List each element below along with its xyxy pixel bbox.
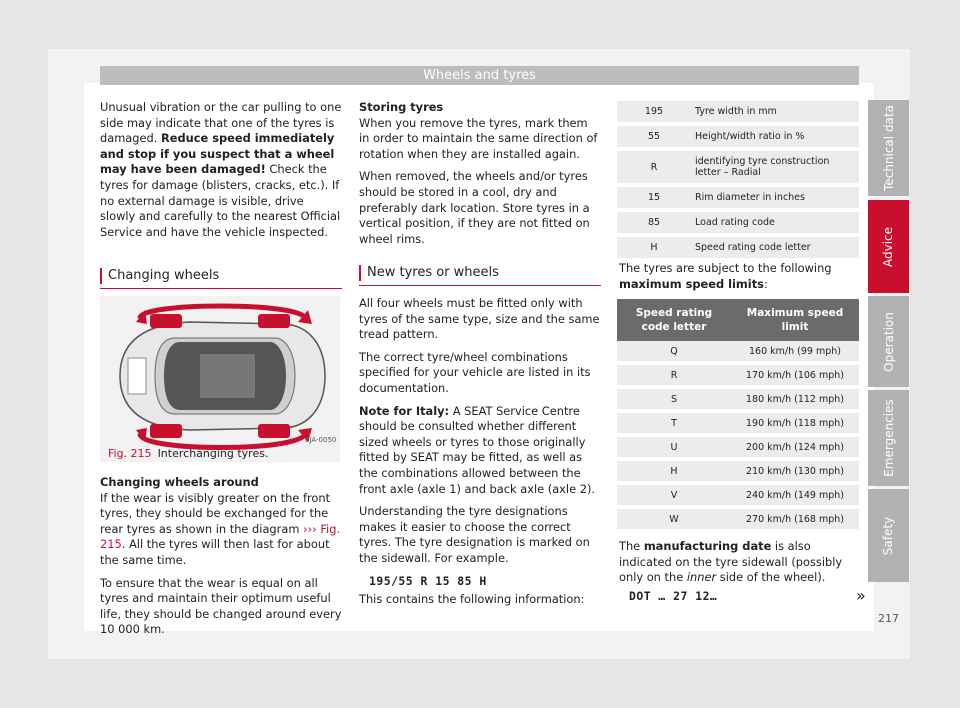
figure-interchanging-tyres	[100, 296, 340, 462]
dot-code: DOT … 27 12…	[629, 589, 718, 603]
speed-row	[617, 363, 859, 387]
figure-reference-link[interactable]: ››› Fig. 215	[100, 521, 341, 552]
side-tab-label: Safety	[881, 516, 896, 555]
speed-letter: T	[617, 411, 731, 435]
section-header: Wheels and tyres	[100, 66, 859, 85]
side-tab-label: Advice	[881, 226, 896, 267]
side-tab-label: Operation	[881, 311, 896, 372]
speed-limit: 270 km/h (168 mph)	[731, 507, 859, 531]
storing-heading: Storing tyres	[359, 100, 444, 114]
car-topview-illustration	[100, 296, 340, 462]
designation-code: H	[617, 235, 691, 260]
figure-caption: Fig. 215 Interchanging tyres.	[108, 447, 269, 460]
tyre-front-left	[150, 314, 182, 328]
col-header-limit: Maximum speed limit	[731, 299, 859, 341]
speed-limit: 180 km/h (112 mph)	[731, 387, 859, 411]
tyre-rear-right	[258, 424, 290, 438]
designation-row	[617, 124, 859, 149]
damage-paragraph: Unusual vibration or the car pulling to one side may indicate that one of the tyres is damaged. Reduce speed immediately and stop if you suspect that a wheel may have been damaged! Check the tyres for damage (blisters, cracks, etc.). If no external damage is visible, drive slowly and carefully to the nearest Official Service and have the vehicle inspected.	[100, 100, 342, 239]
designation-description: Height/width ratio in %	[691, 124, 859, 149]
col-header-letter: Speed rating code letter	[617, 299, 731, 341]
tyre-rear-left	[258, 314, 290, 328]
designation-row	[617, 149, 859, 185]
speed-limit: 170 km/h (106 mph)	[731, 363, 859, 387]
speed-limit: 190 km/h (118 mph)	[731, 411, 859, 435]
new-p3: Understanding the tyre designations makes it easier to choose the correct tyres. The tyre designation is marked on the sidewall. For example.	[359, 504, 590, 565]
speed-limit: 210 km/h (130 mph)	[731, 459, 859, 483]
manufacturing-date-paragraph: The manufacturing date is also indicated on the tyre sidewall (possibly only on the inner side of the wheel).	[619, 539, 843, 585]
speed-row	[617, 435, 859, 459]
storing-p2: When removed, the wheels and/or tyres should be stored in a cool, dry and preferably dark location. Store tyres in a vertical position, if they are not fitted on wheel rims.	[359, 169, 590, 246]
side-tab-technical-data[interactable]	[868, 100, 909, 196]
side-tab-label: Technical data	[881, 105, 896, 191]
heading-marker	[359, 265, 361, 281]
changing-around-p2: To ensure that the wear is equal on all tyres and maintain their optimum useful life, they should be changed around every 10 000 km.	[100, 575, 342, 637]
designation-description: identifying tyre construction letter – Radial	[691, 149, 859, 185]
middle-column	[359, 100, 601, 254]
heading-marker	[100, 268, 102, 284]
speed-row	[617, 341, 859, 363]
new-tyres-heading: New tyres or wheels	[367, 265, 499, 280]
side-tab-advice[interactable]	[868, 200, 909, 293]
speed-letter: W	[617, 507, 731, 531]
heading-underline	[359, 285, 601, 286]
speed-letter: U	[617, 435, 731, 459]
tyre-front-right	[150, 424, 182, 438]
figure-code: 6JA-0050	[305, 436, 337, 444]
changing-around-p1: If the wear is visibly greater on the front tyres, they should be exchanged for the rear tyres as shown in the diagram ››› Fig. 215. All the tyres will then last for about the same time.	[100, 490, 341, 567]
new-p4: This contains the following information:	[359, 592, 585, 607]
changing-around-section	[100, 475, 342, 645]
tyre-designation-example: 195/55 R 15 85 H	[369, 573, 487, 588]
speed-limits-intro: The tyres are subject to the following maximum speed limits:	[619, 261, 832, 291]
car-body	[120, 322, 325, 430]
continue-arrow: »	[856, 586, 866, 605]
new-tyres-section	[359, 296, 601, 615]
changing-wheels-heading: Changing wheels	[108, 268, 220, 283]
italy-note: Note for Italy: A SEAT Service Centre should be consulted whether different sized wheels or tyres to those originally fitted by SEAT may be fitted, as well as the combinations allowed between the front axle (axle 1) and back axle (axle 2).	[359, 403, 596, 496]
speed-limit: 240 km/h (149 mph)	[731, 483, 859, 507]
new-p1: All four wheels must be fitted only with tyres of the same type, size and the same tread pattern.	[359, 296, 600, 342]
designation-code: 85	[617, 210, 691, 235]
speed-letter: R	[617, 363, 731, 387]
designation-row	[617, 235, 859, 260]
designation-row	[617, 185, 859, 210]
designation-code: 195	[617, 101, 691, 124]
designation-row	[617, 210, 859, 235]
speed-row	[617, 387, 859, 411]
designation-description: Rim diameter in inches	[691, 185, 859, 210]
speed-letter: V	[617, 483, 731, 507]
changing-around-heading: Changing wheels around	[100, 475, 259, 489]
speed-letter: S	[617, 387, 731, 411]
left-column	[100, 100, 342, 247]
designation-code: 15	[617, 185, 691, 210]
speed-limits-table	[617, 299, 859, 533]
side-tab-label: Emergencies	[881, 399, 896, 477]
designation-description: Speed rating code letter	[691, 235, 859, 260]
speed-row	[617, 411, 859, 435]
side-tab-emergencies[interactable]	[868, 390, 909, 486]
heading-underline	[100, 288, 342, 289]
side-tab-safety[interactable]	[868, 489, 909, 582]
storing-p1: When you remove the tyres, mark them in order to maintain the same direction of rotation when they are installed again.	[359, 115, 598, 161]
speed-row	[617, 459, 859, 483]
speed-limit: 160 km/h (99 mph)	[731, 341, 859, 363]
speed-row	[617, 483, 859, 507]
designation-code: 55	[617, 124, 691, 149]
designation-table	[617, 101, 859, 262]
page-number: 217	[878, 612, 899, 625]
designation-description: Tyre width in mm	[691, 101, 859, 124]
side-tab-operation[interactable]	[868, 296, 909, 387]
speed-row	[617, 507, 859, 531]
designation-description: Load rating code	[691, 210, 859, 235]
designation-code: R	[617, 149, 691, 185]
new-p2: The correct tyre/wheel combinations specified for your vehicle are listed in its documentation.	[359, 349, 591, 395]
speed-letter: Q	[617, 341, 731, 363]
designation-row	[617, 101, 859, 124]
speed-limit: 200 km/h (124 mph)	[731, 435, 859, 459]
speed-letter: H	[617, 459, 731, 483]
